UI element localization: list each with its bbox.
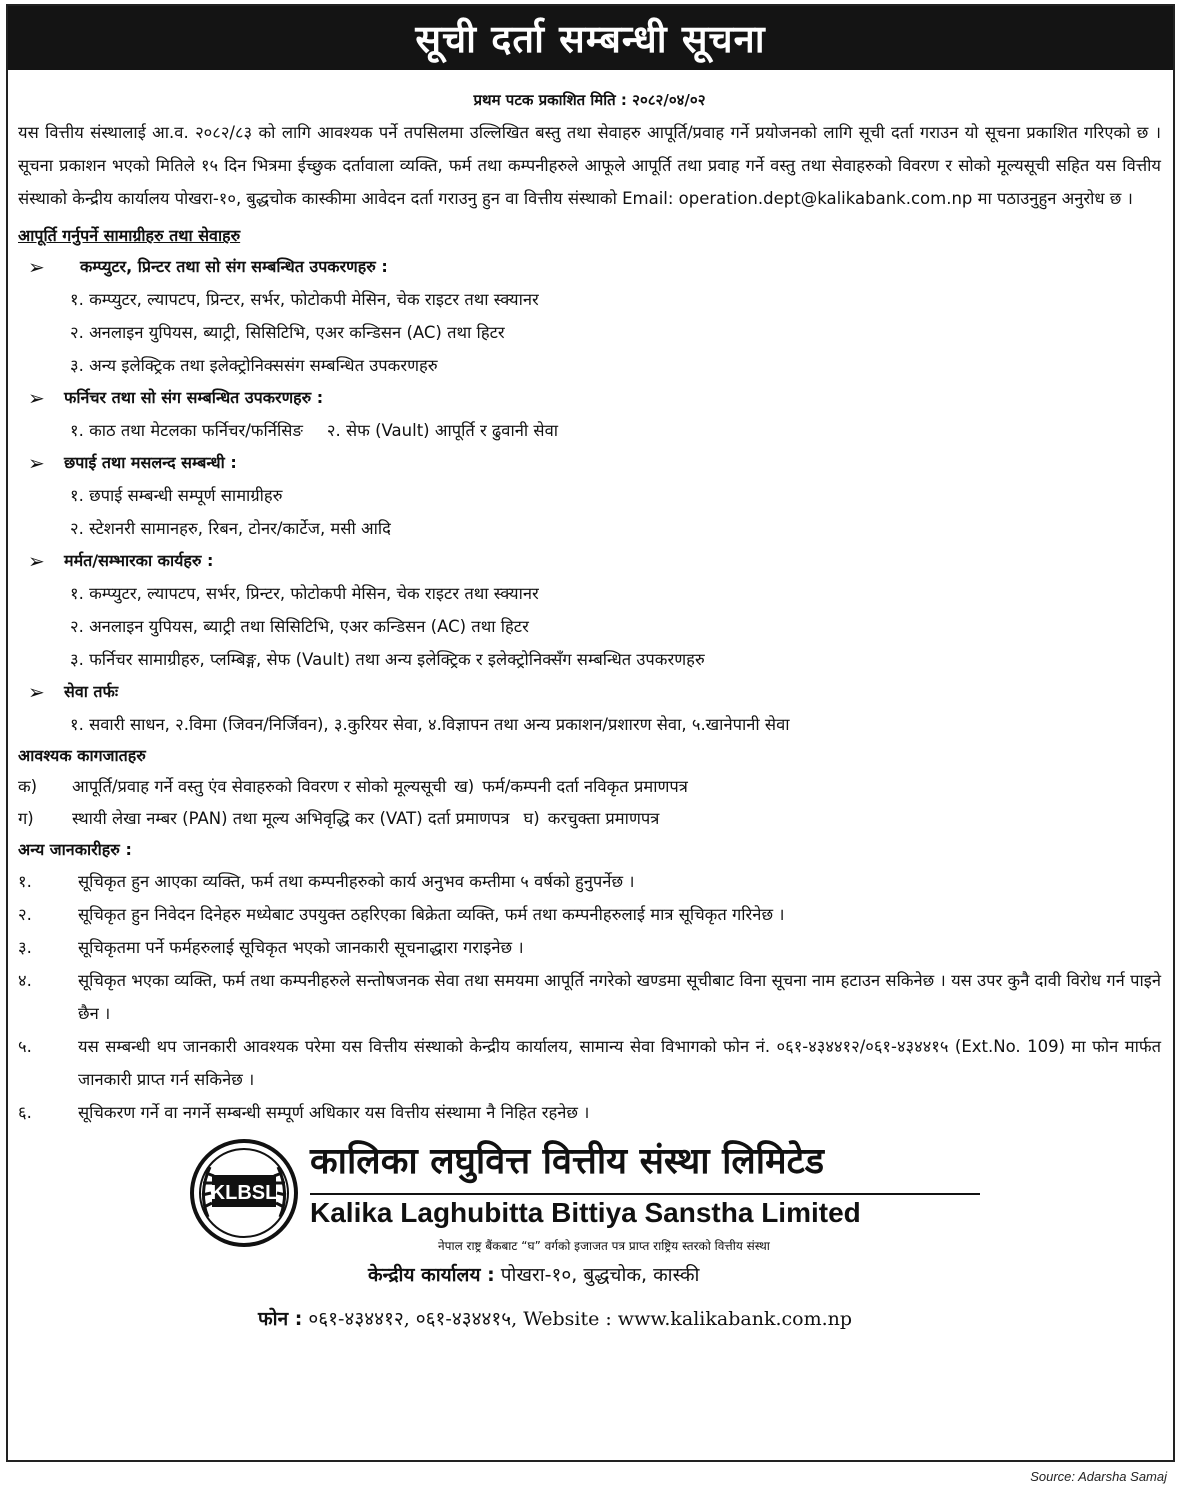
- category-title: सेवा तर्फः: [64, 682, 119, 701]
- list-item: २. अनलाइन युपियस, ब्याट्री, सिसिटिभि, एअर कन्डिसन (AC) तथा हिटर: [70, 323, 505, 342]
- info-number: ६.: [18, 1103, 32, 1122]
- info-item: [18, 1030, 1161, 1096]
- info-item: [18, 1096, 1161, 1129]
- org-name-nepali: कालिका लघुवित्त वित्तीय संस्था लिमिटेड: [310, 1141, 825, 1182]
- arrow-bullet-icon: ➢: [28, 680, 45, 704]
- source-credit: Source: Adarsha Samaj: [1030, 1469, 1167, 1484]
- list-item: १. कम्प्युटर, ल्यापटप, प्रिन्टर, सर्भर, फोटोकपी मेसिन, चेक राइटर तथा स्क्यानर: [70, 290, 539, 309]
- arrow-bullet-icon: ➢: [28, 255, 45, 279]
- category-maintenance: [18, 545, 1161, 577]
- info-text: सूचिकृत हुन आएका व्यक्ति, फर्म तथा कम्पनीहरुको कार्य अनुभव कम्तीमा ५ वर्षको हुनुपर्नेछ ।: [78, 872, 635, 891]
- category-services: [18, 676, 1161, 708]
- category-title: फर्निचर तथा सो संग सम्बन्धित उपकरणहरु :: [64, 388, 324, 407]
- org-name-english: Kalika Laghubitta Bittiya Sanstha Limited: [310, 1197, 861, 1228]
- arrow-bullet-icon: ➢: [28, 451, 45, 475]
- arrow-bullet-icon: ➢: [28, 386, 45, 410]
- organization-footer: [18, 1137, 1161, 1337]
- category-printing: [18, 447, 1161, 479]
- publish-date: प्रथम पटक प्रकाशित मिति : २०८२/०४/०२: [473, 91, 706, 109]
- arrow-bullet-icon: ➢: [28, 549, 45, 573]
- document-label: ग): [18, 809, 34, 828]
- intro-paragraph: यस वित्तीय संस्थालाई आ.व. २०८२/८३ को लागि आवश्यक पर्ने तपसिलमा उल्लिखित बस्तु तथा सेवाहरु आपूर्ति/प्रवाह गर्ने प्रयोजनको लागि सूची दर्ता गराउन यो सूचना प्रकाशित गरिएको छ । सूचना प्रकाशन भएको मितिले १५ दिन भित्रमा ईच्छुक दर्तावाला व्यक्ति, फर्म तथा कम्पनीहरुले आफूले आपूर्ति तथा प्रवाह गर्ने वस्तु तथा सेवाहरुको विवरण र सोको मूल्यसूची सहित यस वित्तीय संस्थाको केन्द्रीय कार्यालय पोखरा-१०, बुद्धचोक कास्कीमा आवेदन दर्ता गराउनु हुन वा वित्तीय संस्थाको Email: operation.dept@kalikabank.com.np मा पठाउनुहुन अनुरोध छ ।: [18, 123, 1161, 208]
- notice-content: [8, 70, 1173, 1337]
- document-text: स्थायी लेखा नम्बर (PAN) तथा मूल्य अभिवृद्धि कर (VAT) दर्ता प्रमाणपत्र: [72, 809, 510, 828]
- category-title: मर्मत/सम्भारका कार्यहरु :: [64, 551, 214, 570]
- contact-line: [258, 1305, 852, 1331]
- category-title: कम्प्युटर, प्रिन्टर तथा सो संग सम्बन्धित उपकरणहरु :: [80, 257, 388, 276]
- list-item: १. छपाई सम्बन्धी सम्पूर्ण सामाग्रीहरु: [70, 486, 283, 505]
- info-number: ४.: [18, 971, 32, 990]
- list-item: [18, 414, 1161, 447]
- document-row: [18, 803, 1161, 835]
- office-value: पोखरा-१०, बुद्धचोक, कास्की: [500, 1264, 700, 1286]
- list-item-part: २. सेफ (Vault) आपूर्ति र ढुवानी सेवा: [326, 421, 559, 440]
- phone-label: फोन :: [258, 1308, 303, 1330]
- document-text: करचुक्ता प्रमाणपत्र: [547, 809, 660, 828]
- org-subtitle: नेपाल राष्ट्र बैंकबाट “घ” वर्गको इजाजत पत्र प्राप्त राष्ट्रिय स्तरको वित्तीय संस्था: [438, 1239, 770, 1253]
- info-text: सूचिकृत हुन निवेदन दिनेहरु मध्येबाट उपयुक्त ठहरिएका बिक्रेता व्यक्ति, फर्म तथा कम्पनीहरुलाई मात्र सूचिकृत गरिनेछ ।: [78, 905, 785, 924]
- category-title: छपाई तथा मसलन्द सम्बन्धी :: [64, 453, 237, 472]
- website-link[interactable]: Website : www.kalikabank.com.np: [523, 1308, 853, 1330]
- office-label: केन्द्रीय कार्यालय :: [368, 1264, 495, 1286]
- org-divider: [310, 1193, 980, 1195]
- document-row: [18, 771, 1161, 803]
- category-furniture: [18, 382, 1161, 414]
- document-label: घ): [523, 809, 540, 828]
- list-item: २. अनलाइन युपियस, ब्याट्री तथा सिसिटिभि, एअर कन्डिसन (AC) तथा हिटर: [70, 617, 529, 636]
- list-item: १. सवारी साधन, २.विमा (जिवन/निर्जिवन), ३.कुरियर सेवा, ४.विज्ञापन तथा अन्य प्रकाशन/प्रशारण सेवा, ५.खानेपानी सेवा: [70, 715, 790, 734]
- logo-text: KLBSL: [210, 1182, 278, 1204]
- info-text: सूचिकृत भएका व्यक्ति, फर्म तथा कम्पनीहरुले सन्तोषजनक सेवा तथा समयमा आपूर्ति नगरेको खण्डमा सूचीबाट विना सूचना नाम हटाउन सकिनेछ । यस उपर कुनै दावी विरोध गर्न पाइने छैन ।: [78, 971, 1161, 1023]
- info-item: [18, 931, 1161, 964]
- klbsl-logo-icon: [188, 1137, 300, 1249]
- info-number: २.: [18, 905, 32, 924]
- info-text: यस सम्बन्धी थप जानकारी आवश्यक परेमा यस वित्तीय संस्थाको केन्द्रीय कार्यालय, सामान्य सेवा विभागको फोन नं. ०६१-४३४४१२/०६१-४३४४१५ (Ext.No. 109) मा फोन मार्फत जानकारी प्राप्त गर्न सकिनेछ ।: [78, 1037, 1161, 1089]
- info-text: सूचिकृतमा पर्ने फर्महरुलाई सूचिकृत भएको जानकारी सूचनाद्धारा गराइनेछ ।: [78, 938, 524, 957]
- other-info-heading: अन्य जानकारीहरु :: [18, 840, 132, 859]
- phone-numbers: ०६१-४३४४१२, ०६१-४३४४१५,: [308, 1308, 518, 1330]
- category-computers: [18, 251, 1161, 283]
- info-number: ३.: [18, 938, 32, 957]
- list-item-part: १. काठ तथा मेटलका फर्निचर/फर्निसिङ: [70, 421, 303, 440]
- office-address: [368, 1261, 699, 1287]
- info-item: [18, 964, 1161, 1030]
- notice-frame: [6, 4, 1175, 1462]
- list-item: ३. फर्निचर सामाग्रीहरु, प्लम्बिङ्ग, सेफ (Vault) तथा अन्य इलेक्ट्रिक र इलेक्ट्रोनिक्सँग सम्बन्धित उपकरणहरु: [70, 650, 705, 669]
- notice-title: सूची दर्ता सम्बन्धी सूचना: [8, 6, 1173, 70]
- document-label: क): [18, 777, 38, 796]
- info-number: १.: [18, 872, 32, 891]
- info-item: [18, 865, 1161, 898]
- list-item: २. स्टेशनरी सामानहरु, रिबन, टोनर/कार्टेज, मसी आदि: [70, 519, 391, 538]
- document-label: ख): [454, 777, 475, 796]
- info-number: ५.: [18, 1037, 32, 1056]
- document-text: फर्म/कम्पनी दर्ता नविकृत प्रमाणपत्र: [482, 777, 688, 796]
- info-item: [18, 898, 1161, 931]
- list-item: ३. अन्य इलेक्ट्रिक तथा इलेक्ट्रोनिक्ससंग सम्बन्धित उपकरणहरु: [70, 356, 438, 375]
- documents-heading: आवश्यक कागजातहरु: [18, 746, 146, 765]
- info-text: सूचिकरण गर्ने वा नगर्ने सम्बन्धी सम्पूर्ण अधिकार यस वित्तीय संस्थामा नै निहित रहनेछ ।: [78, 1103, 590, 1122]
- list-item: १. कम्प्युटर, ल्यापटप, सर्भर, प्रिन्टर, फोटोकपी मेसिन, चेक राइटर तथा स्क्यानर: [70, 584, 539, 603]
- document-text: आपूर्ति/प्रवाह गर्ने वस्तु एंव सेवाहरुको विवरण र सोको मूल्यसूची: [72, 777, 447, 796]
- supplies-heading: आपूर्ति गर्नुपर्ने सामाग्रीहरु तथा सेवाहरु: [18, 226, 241, 245]
